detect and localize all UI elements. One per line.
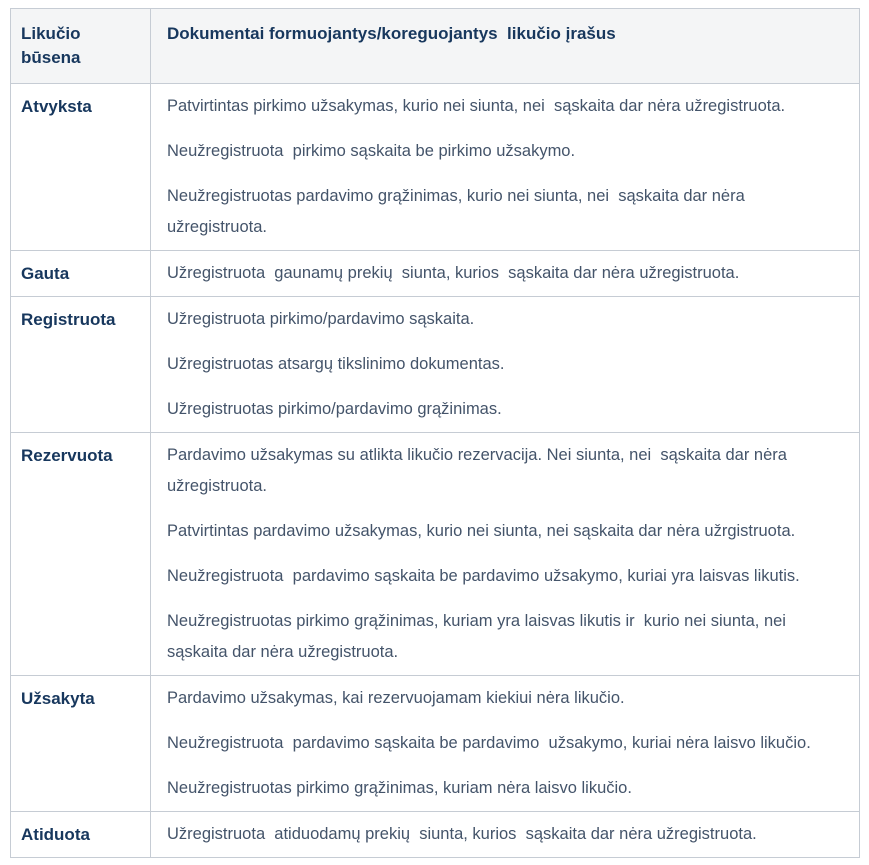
document-description: Patvirtintas pardavimo užsakymas, kurio nei siunta, nei sąskaita dar nėra užrgistruota. [167, 522, 796, 540]
document-description: Neužregistruota pardavimo sąskaita be pardavimo užsakymo, kuriai nėra laisvo likučio. [167, 734, 811, 752]
table-row [11, 297, 860, 433]
status-label: Užsakyta [11, 676, 151, 812]
document-description: Neužregistruotas pardavimo grąžinimas, kurio nei siunta, nei sąskaita dar nėra užregistruota. [167, 187, 750, 236]
status-label: Registruota [11, 297, 151, 433]
document-description: Neužregistruota pirkimo sąskaita be pirkimo užsakymo. [167, 142, 576, 160]
table-row [11, 433, 860, 676]
balance-status-table-container [10, 8, 860, 858]
status-label: Gauta [11, 251, 151, 297]
documents-cell [151, 84, 860, 251]
balance-status-table [10, 8, 860, 858]
document-description: Neužregistruota pardavimo sąskaita be pardavimo užsakymo, kuriai yra laisvas likutis. [167, 567, 800, 585]
document-description: Užregistruota pirkimo/pardavimo sąskaita. [167, 310, 475, 328]
status-label: Rezervuota [11, 433, 151, 676]
document-description: Neužregistruotas pirkimo grąžinimas, kuriam nėra laisvo likučio. [167, 779, 632, 797]
documents-cell [151, 251, 860, 297]
status-label: Atvyksta [11, 84, 151, 251]
table-row [11, 251, 860, 297]
documents-cell [151, 297, 860, 433]
documents-cell [151, 433, 860, 676]
column-header-status: Likučio būsena [11, 9, 151, 84]
document-description: Užregistruota atiduodamų prekių siunta, kurios sąskaita dar nėra užregistruota. [167, 825, 757, 843]
documents-cell [151, 676, 860, 812]
table-row [11, 812, 860, 858]
header-row [11, 9, 860, 84]
table-body [11, 84, 860, 858]
column-header-documents: Dokumentai formuojantys/koreguojantys likučio įrašus [151, 9, 860, 84]
document-description: Neužregistruotas pirkimo grąžinimas, kuriam yra laisvas likutis ir kurio nei siunta, nei sąskaita dar nėra užregistruota. [167, 612, 796, 661]
table-row [11, 84, 860, 251]
status-label: Atiduota [11, 812, 151, 858]
table-header [11, 9, 860, 84]
documents-cell [151, 812, 860, 858]
document-description: Užregistruotas atsargų tikslinimo dokumentas. [167, 355, 505, 373]
document-description: Pardavimo užsakymas, kai rezervuojamam kiekiui nėra likučio. [167, 689, 625, 707]
document-description: Patvirtintas pirkimo užsakymas, kurio nei siunta, nei sąskaita dar nėra užregistruota. [167, 97, 786, 115]
document-description: Užregistruota gaunamų prekių siunta, kurios sąskaita dar nėra užregistruota. [167, 264, 740, 282]
document-description: Pardavimo užsakymas su atlikta likučio rezervacija. Nei siunta, nei sąskaita dar nėra užregistruota. [167, 446, 792, 495]
table-row [11, 676, 860, 812]
document-description: Užregistruotas pirkimo/pardavimo grąžinimas. [167, 400, 502, 418]
